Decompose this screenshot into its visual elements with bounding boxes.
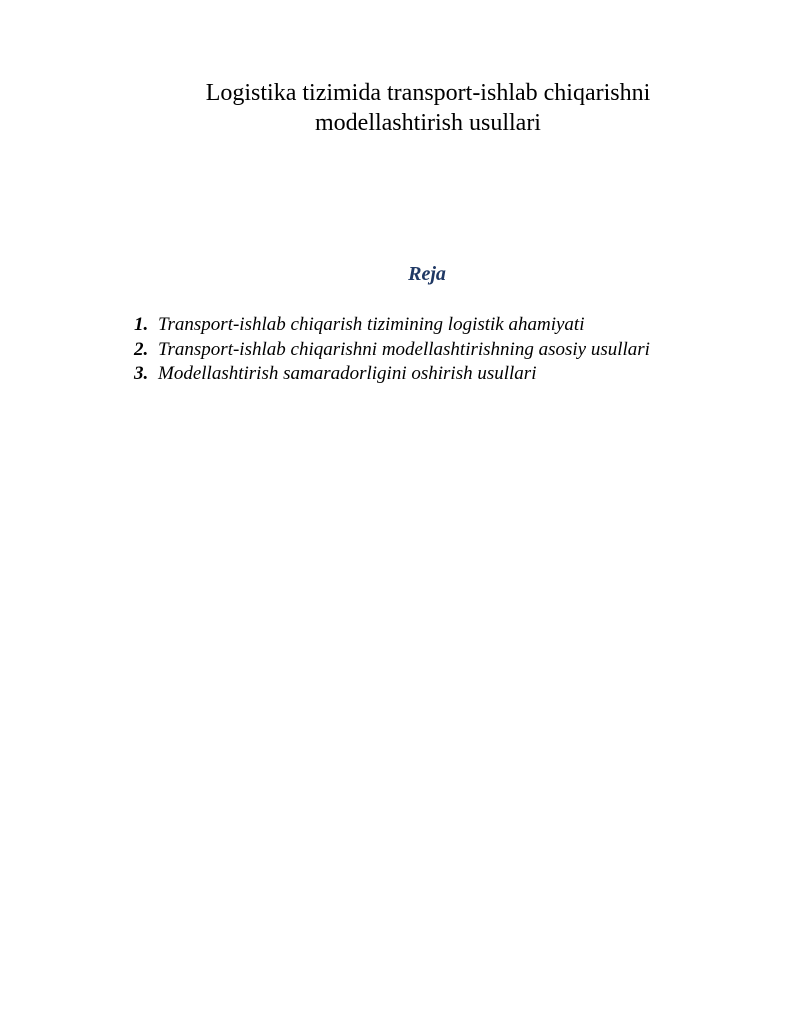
list-item-number: 3. (134, 363, 149, 384)
plan-heading: Reja (408, 263, 446, 285)
page-title-line-2: modellashtirish usullari (315, 110, 541, 136)
list-item (134, 338, 650, 363)
list-item-text: Transport-ishlab chiqarishni modellashtirishning asosiy usullari (158, 338, 650, 360)
plan-list (134, 313, 650, 387)
list-item (134, 313, 650, 338)
page-title-line-1: Logistika tizimida transport-ishlab chiqarishni (205, 80, 651, 106)
list-item (134, 362, 650, 387)
list-item-number: 2. (134, 338, 149, 360)
list-item-text: Modellashtirish samaradorligini oshirish usullari (158, 363, 537, 384)
list-item-text: Transport-ishlab chiqarish tizimining logistik ahamiyati (158, 314, 585, 335)
page-title (90, 78, 766, 138)
list-item-number: 1. (134, 314, 149, 335)
